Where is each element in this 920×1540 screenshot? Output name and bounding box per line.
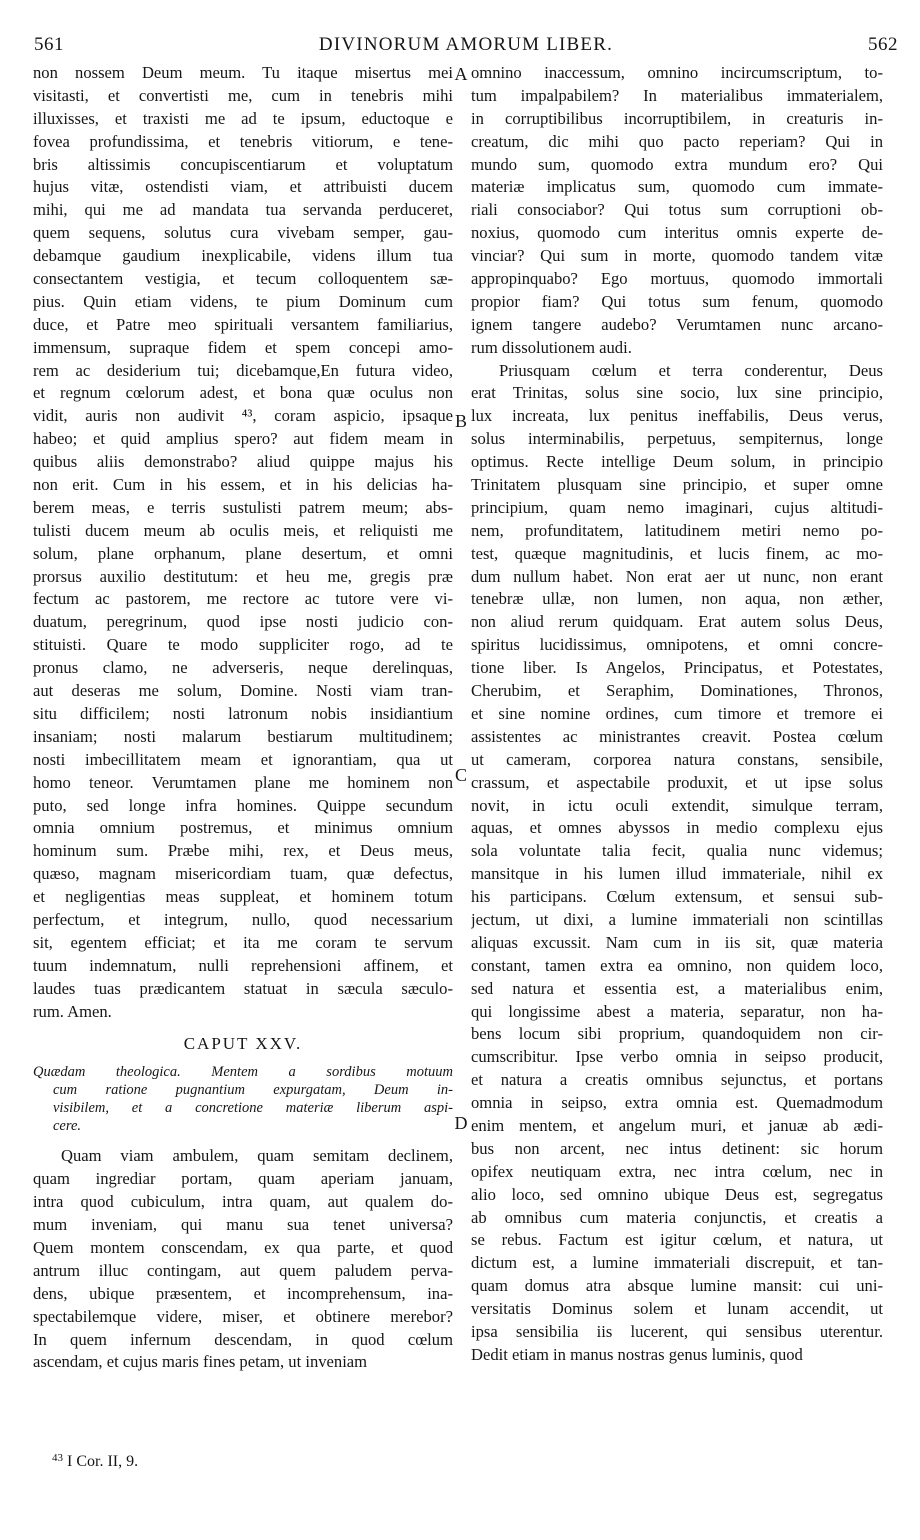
text-line: bens locum sibi proprium, quandoquidem non cir- [471, 1024, 883, 1044]
text-line: tum impalpabilem? In materialibus immaterialem, [471, 85, 883, 105]
text-line: erat Trinitas, solus sine socio, lux sine principio, [471, 383, 883, 403]
text-line: pius. Quin etiam videns, te pium Dominum cum [33, 291, 453, 311]
text-line: spiritus lucidissimus, omnipotens, et omni concre- [471, 635, 883, 655]
margin-marker-d: D [454, 1113, 468, 1133]
text-line: duce, et Patre meo spirituali versantem familiarius, [33, 314, 453, 334]
text-line: propior fiam? Qui totus sum fenum, quomodo [471, 291, 883, 311]
text-line: omnino inaccessum, omnino incircumscriptum, to- [471, 63, 883, 82]
text-line: opifex neutiquam extra, nec intra cœlum, nec in [471, 1161, 883, 1181]
text-line: dum nullum habet. Non erat aer ut nunc, non erant [471, 566, 883, 586]
footnote-text: I Cor. II, 9. [67, 1453, 139, 1470]
text-line: jectum, ut dixi, a lumine immateriali non scintillas [471, 909, 883, 929]
summary-line: visibilem, et a concretione materiæ liberum aspi- [53, 1100, 453, 1117]
text-line: duatum, peregrinum, quod ipse nosti judicio con- [33, 612, 453, 632]
text-line: noxius, quomodo cum interitus omnis experte de- [471, 223, 883, 243]
text-line: his participans. Cœlum extensum, et sensui sub- [471, 887, 883, 907]
text-line: fovea profundissima, et tenebris vitiorum, e tene- [33, 131, 453, 151]
text-line: vinciar? Qui sum in morte, quomodo tandem vitæ [471, 246, 883, 266]
margin-marker-a: A [454, 64, 468, 84]
text-line: puto, sed longe infra homines. Quippe secundum [33, 795, 453, 815]
text-line: rem ac desiderium tui; dicebamque,En futura video, [33, 360, 453, 380]
text-line: Quem montem conscendam, ex qua parte, et quod [33, 1237, 453, 1257]
text-line: fectum ac pastorem, me rectore ac tutore vere vi- [33, 589, 453, 609]
text-line: sit, egentem efficiat; et ita me coram te servum [33, 932, 453, 952]
margin-marker-c: C [454, 765, 467, 785]
running-title: DIVINORUM AMORUM LIBER. [318, 34, 614, 55]
text-line: cumscribitur. Ipse verbo omnia in seipso producit, [471, 1047, 883, 1067]
text-line: ipsa sensibilia iis lucerent, qui sensibus uterentur. [471, 1321, 883, 1341]
text-line: In quem infernum descendam, in quod cœlum [33, 1329, 453, 1349]
text-line: consectantem vestigia, et tecum colloquentem sæ- [33, 269, 453, 289]
text-line: versitatis Dominus solem et lunam accendit, ut [471, 1299, 883, 1319]
text-line: lux increata, lux penitus ineffabilis, Deus verus, [471, 406, 883, 426]
text-line: hujus vitæ, ostendisti viam, et attribuisti ducem [33, 177, 453, 197]
text-line: aut deseras me solum, Domine. Nosti viam tran- [33, 681, 453, 701]
text-line: bus non arcent, nec intus detinent: sic horum [471, 1138, 883, 1158]
text-line: appropinquabo? Ego mortuus, quomodo immortali [471, 269, 883, 289]
text-line: mihi, qui me ad mandata tua servanda perduceret, [33, 200, 453, 220]
text-line: berem meas, e terris sustulisti patrem meum; abs- [33, 497, 453, 517]
text-line: aliquas excussit. Nam cum in iis sit, quæ materia [471, 932, 883, 952]
text-line: spectabilemque videre, miser, et obtinere merebor? [33, 1306, 453, 1326]
text-line: nosti imbecillitatem meam et ignorantiam, qua ut [33, 749, 453, 769]
text-line: quibus aliis demonstrabo? aliud quippe majus his [33, 452, 453, 472]
text-line: et sine nomine ordines, cum timore et tremore ei [471, 703, 883, 723]
text-line: intra quod cubiculum, intra quam, aut qualem do- [33, 1192, 453, 1212]
page-number-left: 561 [34, 34, 64, 55]
text-line: hominum sum. Præbe mihi, rex, et Deus meus, [33, 841, 453, 861]
text-line: quem sequens, solutus cura vivebam semper, gau- [33, 223, 453, 243]
footnote-mark: 43 [52, 1452, 63, 1464]
text-line: tulisti ducem meum ab oculis meis, et reliquisti me [33, 520, 453, 540]
text-line: et natura a creatis omnibus sejunctus, et portans [471, 1070, 883, 1090]
text-line: mum inveniam, qui manu sua tenet universa? [33, 1215, 453, 1235]
running-header [34, 24, 898, 58]
text-line: rum dissolutionem audi. [471, 337, 632, 357]
text-line: Trinitatem plusquam sine principio, et super omne [471, 475, 883, 495]
text-line: ascendam, et cujus maris fines petam, ut inveniam [33, 1352, 368, 1372]
chapter-heading: CAPUT XXV. [183, 1034, 303, 1054]
text-line: omnia in seipso, extra omnia est. Quemadmodum [471, 1093, 883, 1113]
text-line: pronus clamo, ne adverseris, neque derelinquas, [33, 658, 453, 678]
text-line: habeo; et quid amplius spero? aut fidem meam in [33, 429, 453, 449]
text-line: bris altissimis concupiscentiarum et voluptatum [33, 154, 453, 174]
summary-line: Quædam theologica. Mentem a sordibus motuum [33, 1064, 453, 1081]
text-line: non erit. Cum in his essem, et in his delicias ha- [33, 475, 453, 495]
margin-marker-b: B [454, 411, 467, 431]
text-line: qui longissime abest a materia, separatur, non ha- [471, 1001, 883, 1021]
summary-line: cum ratione pugnantium expurgatam, Deum in- [53, 1082, 453, 1099]
text-line: riali consociabor? Qui totus sum corruptioni ob- [471, 200, 883, 220]
text-line: se rebus. Factum est igitur cœlum, et natura, ut [471, 1230, 883, 1250]
text-line: et negligentias meas suppleat, et hominem totum [33, 887, 453, 907]
text-line: ignem tangere audebo? Verumtamen nunc arcano- [471, 314, 883, 334]
text-line: dictum est, a lumine immateriali discrepuit, et tan- [471, 1253, 883, 1273]
text-line: illuxisses, et traxisti me ad te ipsum, eductoque e [33, 108, 453, 128]
text-line: rum. Amen. [33, 1001, 112, 1021]
text-line: principium, quam nemo imaginari, cujus altitudi- [471, 497, 883, 517]
text-line: insaniam; nosti malarum bestiarum multitudinem; [33, 726, 453, 746]
text-line: optimus. Recte intellige Deum solum, in principio [471, 452, 883, 472]
text-line: sola voluntate talia fecit, qualia nunc videmus; [471, 841, 883, 861]
text-line: test, quæque magnitudinis, et lucis finem, ac mo- [471, 543, 883, 563]
text-line: immensum, supraque fidem et spem concepi amo- [33, 337, 453, 357]
left-column [33, 62, 453, 1374]
text-line: homo teneor. Verumtamen plane me hominem non [33, 772, 453, 792]
text-line: visitasti, et convertisti me, cum in tenebris mihi [33, 85, 453, 105]
text-line: enim mentem, et angelum muri, et januæ ab ædi- [471, 1115, 883, 1135]
text-line: non aliud rerum quidquam. Erat autem solus Deus, [471, 612, 883, 632]
text-line: materiæ implicatus sum, quomodo cum immate- [471, 177, 883, 197]
text-line: aquas, et omnes abyssos in medio complexu ejus [471, 818, 883, 838]
text-line: Cherubim, et Seraphim, Dominationes, Thronos, [471, 681, 883, 701]
text-line: vidit, auris non audivit ⁴³, coram aspicio, ipsaque [33, 406, 453, 426]
text-line: laudes tuas prædicantem statuat in sæcula sæculo- [33, 978, 453, 998]
text-line: sed natura et essentia est, a materialibus enim, [471, 978, 883, 998]
text-line: tuum indemnatum, nulli reprehensioni affinem, et [33, 955, 453, 975]
text-line: antrum illuc contingam, aut quem paludem perva- [33, 1260, 453, 1280]
text-line: stituisti. Quare te modo suppliciter rogo, ad te [33, 635, 453, 655]
chapter-summary [33, 1063, 453, 1135]
text-line: quam domus atra absque lumine mansit: cui uni- [471, 1276, 883, 1296]
text-line: et regnum cœlorum adest, et bona quæ oculus non [33, 383, 453, 403]
text-line: debamque gaudium inexplicabile, videns illum tua [33, 246, 453, 266]
text-line: ut cameram, corporea natura constans, sensibile, [471, 749, 883, 769]
text-line: constant, tamen extra ea omnino, non quidem loco, [471, 955, 883, 975]
text-line: alio loco, sed omnino ubique Deus est, segregatus [471, 1184, 883, 1204]
text-line: crassum, et aspectabile produxit, et ut ipse solus [471, 772, 883, 792]
text-line: in corruptibilibus incorruptibilem, in creaturis in- [471, 108, 883, 128]
text-line: mundo sum, quomodo extra mundum ero? Qui [471, 154, 883, 174]
text-line: Quam viam ambulem, quam semitam declinem, [61, 1146, 453, 1166]
chapter-text [33, 1145, 453, 1374]
left-column-text [33, 62, 453, 1023]
right-column [471, 62, 883, 1367]
text-line: prorsus auxilio destitutum: et heu me, gregis præ [33, 566, 453, 586]
text-line: Priusquam cœlum et terra conderentur, Deus [499, 360, 883, 380]
text-line: quam ingrediar portam, quam aperiam januam, [33, 1169, 453, 1189]
text-line: solum, plane orphanum, plane desertum, et omni [33, 543, 453, 563]
text-line: mansitque in his lumen illud immateriale, nihil ex [471, 864, 883, 884]
text-line: non nossem Deum meum. Tu itaque misertus mei [33, 63, 453, 82]
text-line: quæso, magnam misericordiam tuam, quæ defectus, [33, 864, 453, 884]
summary-line: cere. [53, 1118, 82, 1135]
footnote [52, 1452, 138, 1471]
text-line: novit, in ictu oculi extendit, simulque terram, [471, 795, 883, 815]
text-line: dens, ubique præsentem, et incomprehensum, ina- [33, 1283, 453, 1303]
text-line: omnia omnium postremus, et minimus omnium [33, 818, 453, 838]
text-line: creatum, dic mihi quo pacto reperiam? Qui in [471, 131, 883, 151]
text-line: nem, profunditatem, latitudinem metiri nemo po- [471, 520, 883, 540]
text-line: assistentes ac ministrantes creavit. Postea cœlum [471, 726, 883, 746]
text-line: perfectum, et integrum, nullo, quod necessarium [33, 909, 453, 929]
text-line: tenebræ ullæ, non lumen, non aqua, non æther, [471, 589, 883, 609]
text-line: Dedit etiam in manus nostras genus luminis, quod [471, 1344, 803, 1364]
page-number-right: 562 [868, 34, 898, 55]
text-line: situ difficilem; nosti latronum nobis insidiantium [33, 703, 453, 723]
text-line: tione liber. Is Angelos, Principatus, et Potestates, [471, 658, 883, 678]
text-line: solus interminabilis, perpetuus, sempiternus, longe [471, 429, 883, 449]
text-line: ab omnibus cum materia conjunctis, et creatis a [471, 1207, 883, 1227]
